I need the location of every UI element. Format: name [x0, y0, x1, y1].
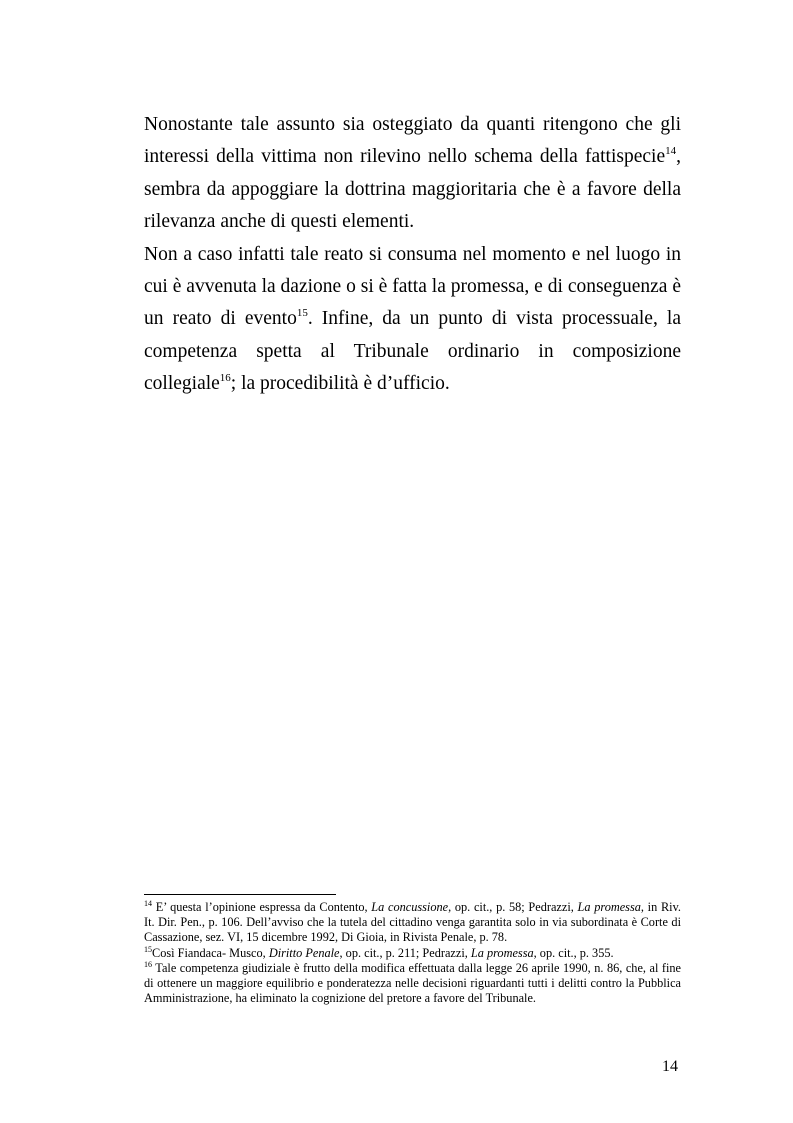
- footnotes: [144, 900, 681, 1006]
- footnote-separator: [144, 894, 336, 895]
- footnote-italic-title: La promessa: [577, 900, 641, 914]
- footnote-15: [144, 946, 681, 961]
- footnote-text: Tale competenza giudiziale è frutto della modifica effettuata dalla legge 26 aprile 1990, n. 86, che, al fine di ottenere un maggiore equilibrio e ponderatezza nelle decisioni riguardanti tutti i delitti contro la Pubblica Amministrazione, ha eliminato la cognizione del pretore a favore del Tribunale.: [144, 960, 681, 1006]
- footnote-ref-14[interactable]: 14: [665, 145, 677, 158]
- paragraph-2: [144, 239, 681, 401]
- footnote-14: [144, 900, 681, 946]
- footnote-italic-title: La promessa: [470, 945, 534, 960]
- footnote-text: , op. cit., p. 355.: [533, 945, 614, 960]
- footnote-number: 15: [144, 944, 152, 954]
- paragraph-1-text-b: , sembra da appoggiare la dottrina maggioritaria che è a favore della rilevanza anche di questi elementi.: [144, 146, 681, 233]
- paragraph-2-text-b: . Infine, da un punto di vista processuale, la competenza spetta al Tribunale ordinario in composizione collegiale: [144, 308, 681, 395]
- footnote-italic-title: La concussione: [371, 900, 449, 914]
- footnote-number: 16: [144, 959, 152, 969]
- footnote-16: [144, 961, 681, 1007]
- footnote-number: 14: [144, 899, 152, 908]
- footnote-ref-15[interactable]: 15: [296, 307, 308, 320]
- footnote-text: , op. cit., p. 58; Pedrazzi,: [448, 900, 578, 914]
- main-text: [144, 109, 681, 401]
- page-number: 14: [662, 1058, 678, 1075]
- paragraph-2-text-a: Non a caso infatti tale reato si consuma nel momento e nel luogo in cui è avvenuta la dazione o si è fatta la promessa, e di conseguenza è un reato di evento: [144, 243, 681, 330]
- footnote-text: E’ questa l’opinione espressa da Contento,: [152, 900, 372, 914]
- footnote-italic-title: Diritto Penale: [268, 945, 340, 960]
- paragraph-1: [144, 109, 681, 239]
- footnote-ref-16[interactable]: 16: [219, 372, 231, 385]
- footnote-text: Così Fiandaca- Musco,: [152, 945, 269, 960]
- paragraph-2-text-c: ; la procedibilità è d’ufficio.: [230, 373, 450, 395]
- footnote-text: , in Riv. It. Dir. Pen., p. 106. Dell’avviso che la tutela del cittadino venga garantita solo in via subordinata è Corte di Cassazione, sez. VI, 15 dicembre 1992, Di Gioia, in Rivista Penale, p. 78.: [144, 900, 681, 945]
- paragraph-1-text-a: Nonostante tale assunto sia osteggiato da quanti ritengono che gli interessi della vittima non rilevino nello schema della fattispecie: [144, 114, 681, 168]
- footnote-text: , op. cit., p. 211; Pedrazzi,: [339, 945, 471, 960]
